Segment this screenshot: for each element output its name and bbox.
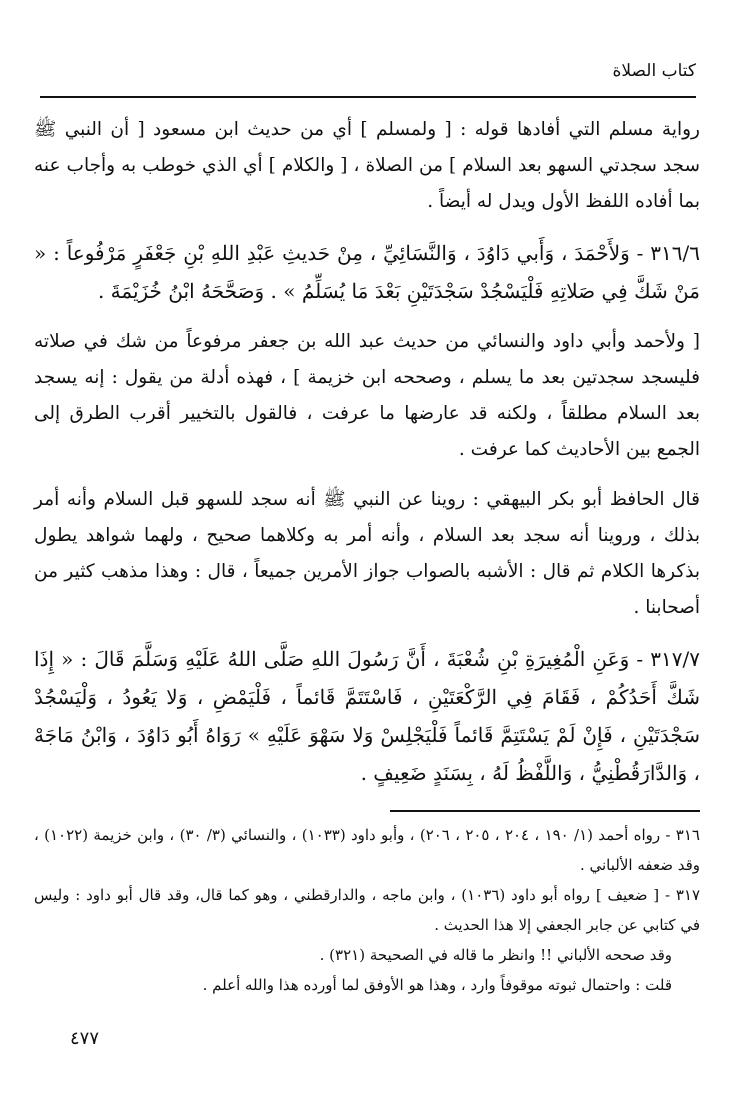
page-number: ٤٧٧ [70,1028,100,1049]
footnote-317-note-2: قلت : واحتمال ثبوته موقوفاً وارد ، وهذا هو الأوفق لما أورده هذا والله أعلم . [202,976,672,994]
hadith-316: ٣١٦/٦ - وَلأَحْمَدَ ، وَأَبي دَاوُدَ ، وَالنَّسَائِيِّ ، مِنْ حَديثِ عَبْدِ اللهِ بْنِ جَعْفَرٍ مَرْفُوعاً : « مَنْ شَكَّ فِي صَلاتِهِ فَلْيَسْجُدْ سَجْدَتَيْنِ بَعْدَ مَا يُسَلِّمُ » . وَصَحَّحَهُ ابْنُ خُزَيْمَةَ . [34,241,700,303]
footnote-317-note-1: وقد صححه الألباني !! وانظر ما قاله في الصحيحة (٣٢١) . [319,946,672,964]
footnote-rule [390,810,700,812]
footnote-316: ٣١٦ - رواه أحمد (١/ ١٩٠ ، ٢٠٤ ، ٢٠٥ ، ٢٠٦) ، وأبو داود (١٠٣٣) ، والنسائي (٣/ ٣٠) ، وابن خزيمة (١٠٢٢) ، وقد ضعفه الألباني . [34,826,700,874]
hadith-317: ٣١٧/٧ - وَعَنِ الْمُغِيرَةِ بْنِ شُعْبَةَ ، أَنَّ رَسُولَ اللهِ صَلَّى اللهُ عَلَيْهِ وَسَلَّمَ قَالَ : « إِذَا شَكَّ أَحَدُكُمْ ، فَقَامَ فِي الرَّكْعَتَيْنِ ، فَاسْتَتَمَّ قَائماً ، فَلْيَمْضِ ، وَلا يَعُودُ ، وَلْيَسْجُدْ سَجْدَتَيْنِ ، فَإِنْ لَمْ يَسْتَتِمَّ قَائماً فَلْيَجْلِسْ وَلا سَهْوَ عَلَيْهِ » رَوَاهُ أَبُو دَاوُدَ ، وَابْنُ مَاجَهْ ، وَالدَّارَقُطْنِيُّ ، وَاللَّفْظُ لَهُ ، بِسَنَدٍ ضَعِيفٍ . [34,647,700,785]
header-rule [40,96,696,98]
paragraph-commentary-2: [ ولأحمد وأبي داود والنسائي من حديث عبد الله بن جعفر مرفوعاً من شك في صلاته فليسجد سجدتين بعد ما يسلم ، وصححه ابن خزيمة ] ، فهذه أدلة من يقول : إنه يسجد بعد السلام مطلقاً ، ولكنه قد عارضها ما عرفت ، فالقول بالتخيير أقرب الطرق إلى الجمع بين الأحاديث كما عرفت . [34,331,700,460]
paragraph-commentary-3: قال الحافظ أبو بكر البيهقي : روينا عن النبي ﷺ أنه سجد للسهو قبل السلام وأنه أمر بذلك ، وروينا أنه سجد بعد السلام ، وأنه أمر به وكلاهما صحيح ، ولهما شواهد يطول بذكرها الكلام ثم قال : الأشبه بالصواب جواز الأمرين جميعاً ، قال : وهذا مذهب كثير من أصحابنا . [34,489,700,618]
paragraph-commentary-1: رواية مسلم التي أفادها قوله : [ ولمسلم ] أي من حديث ابن مسعود [ أن النبي ﷺ سجد سجدتي السهو بعد السلام ] من الصلاة ، [ والكلام ] أي الذي خوطب به وأجاب عنه بما أفاده اللفظ الأول ويدل له أيضاً . [34,119,700,212]
footnotes [34,820,700,1000]
main-text [34,112,700,806]
footnote-317: ٣١٧ - [ ضعيف ] رواه أبو داود (١٠٣٦) ، وابن ماجه ، والدارقطني ، وهو كما قال، وقد قال أبو داود : وليس في كتابي عن جابر الجعفي إلا هذا الحديث . [34,886,700,934]
running-title: كتاب الصلاة [612,61,696,81]
